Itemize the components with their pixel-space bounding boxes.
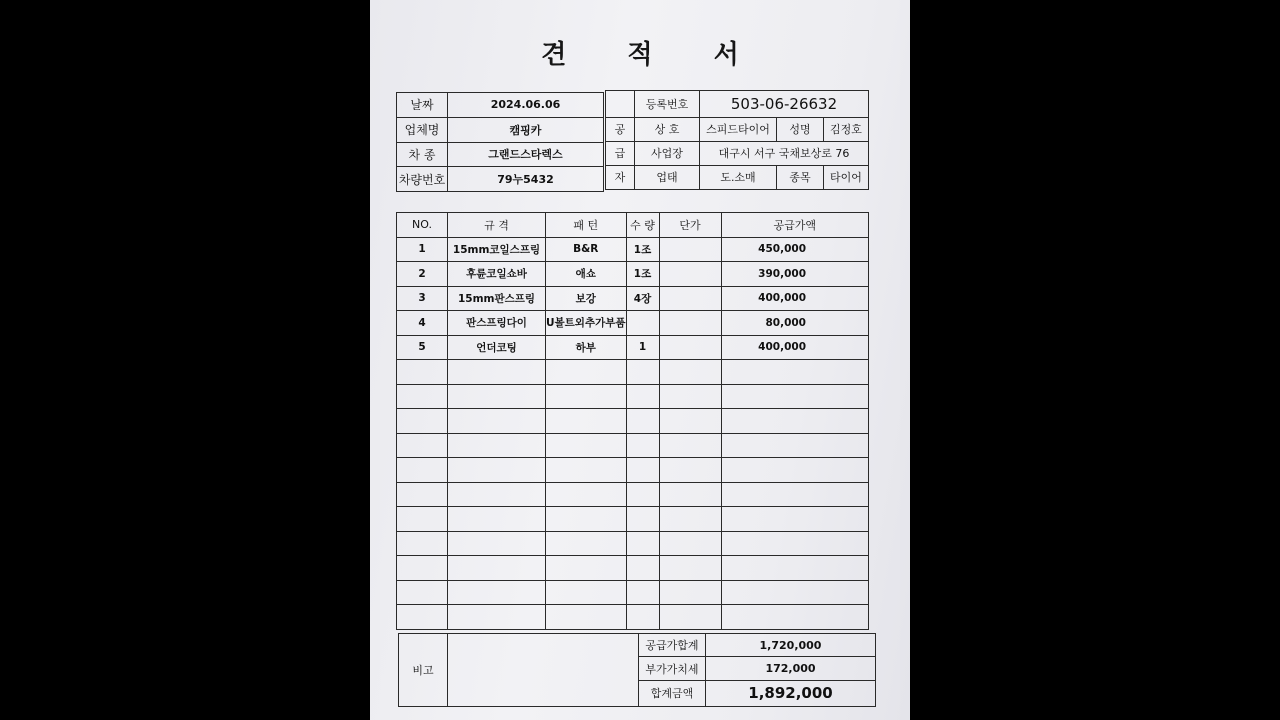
item-spec xyxy=(448,556,546,581)
item-pattern xyxy=(546,384,627,409)
date-label: 날짜 xyxy=(397,93,448,118)
supply-total-label: 공급가합계 xyxy=(639,634,706,657)
item-spec xyxy=(448,482,546,507)
customer-value: 캠핑카 xyxy=(448,117,604,142)
item-pattern xyxy=(546,531,627,556)
item-price xyxy=(659,482,721,507)
item-price xyxy=(659,433,721,458)
supply-total-value: 1,720,000 xyxy=(706,634,876,657)
grand-total-label: 합계금액 xyxy=(639,680,706,706)
item-price xyxy=(659,605,721,630)
item-amount xyxy=(721,507,868,532)
address-label: 사업장 xyxy=(635,141,700,165)
item-qty xyxy=(626,360,659,385)
item-amount xyxy=(721,531,868,556)
item-amount xyxy=(721,384,868,409)
item-spec xyxy=(448,605,546,630)
header-qty: 수 량 xyxy=(626,213,659,238)
item-pattern xyxy=(546,360,627,385)
address-value: 대구시 서구 국채보상로 76 xyxy=(700,141,869,165)
item-pattern: 하부 xyxy=(546,335,627,360)
vehicle-number-label: 차량번호 xyxy=(397,167,448,192)
item-price xyxy=(659,458,721,483)
header-amount: 공급가액 xyxy=(721,213,868,238)
item-price xyxy=(659,531,721,556)
customer-info-table xyxy=(396,92,604,192)
supply-total-row xyxy=(399,634,876,657)
supplier-side-char: 급 xyxy=(606,141,635,165)
item-amount xyxy=(721,556,868,581)
date-value: 2024.06.06 xyxy=(448,93,604,118)
item-qty: 1 xyxy=(626,335,659,360)
item-price xyxy=(659,335,721,360)
header-price: 단가 xyxy=(659,213,721,238)
item-amount xyxy=(721,605,868,630)
remarks-label: 비고 xyxy=(399,634,448,707)
item-no xyxy=(397,556,448,581)
date-row xyxy=(397,93,604,118)
item-no xyxy=(397,409,448,434)
item-spec xyxy=(448,360,546,385)
item-price xyxy=(659,556,721,581)
item-no: 2 xyxy=(397,262,448,287)
item-amount: 390,000 xyxy=(721,262,868,287)
item-spec: 후륜코일쇼바 xyxy=(448,262,546,287)
item-qty: 1조 xyxy=(626,262,659,287)
vehicle-model-label: 차 종 xyxy=(397,142,448,167)
supplier-table xyxy=(605,90,869,190)
item-price xyxy=(659,262,721,287)
item-qty xyxy=(626,605,659,630)
item-qty xyxy=(626,531,659,556)
item-amount: 450,000 xyxy=(721,237,868,262)
quotation-document xyxy=(370,0,910,720)
item-qty xyxy=(626,311,659,336)
document-title: 견 적 서 xyxy=(541,40,765,70)
item-pattern xyxy=(546,409,627,434)
item-no xyxy=(397,605,448,630)
item-pattern xyxy=(546,605,627,630)
table-row xyxy=(397,262,869,287)
item-spec xyxy=(448,507,546,532)
item-pattern xyxy=(546,433,627,458)
customer-label: 업체명 xyxy=(397,117,448,142)
vat-label: 부가가치세 xyxy=(639,657,706,680)
item-qty xyxy=(626,556,659,581)
vat-value: 172,000 xyxy=(706,657,876,680)
table-row xyxy=(397,384,869,409)
item-price xyxy=(659,311,721,336)
table-row xyxy=(397,458,869,483)
item-amount xyxy=(721,458,868,483)
remarks-value xyxy=(448,634,639,707)
header-spec: 규 격 xyxy=(448,213,546,238)
item-qty xyxy=(626,482,659,507)
table-row xyxy=(397,286,869,311)
item-qty: 1조 xyxy=(626,237,659,262)
table-row xyxy=(397,237,869,262)
item-qty xyxy=(626,433,659,458)
item-no xyxy=(397,531,448,556)
header-no: NO. xyxy=(397,213,448,238)
item-no xyxy=(397,580,448,605)
table-row xyxy=(397,311,869,336)
grand-total-value: 1,892,000 xyxy=(706,680,876,706)
item-spec: 언더코팅 xyxy=(448,335,546,360)
supplier-reg-row xyxy=(606,91,869,118)
item-no xyxy=(397,458,448,483)
item-spec xyxy=(448,433,546,458)
business-type-value: 도.소매 xyxy=(700,165,777,189)
owner-name-label: 성명 xyxy=(777,117,824,141)
item-amount xyxy=(721,482,868,507)
item-qty xyxy=(626,507,659,532)
item-pattern: U볼트외추가부품 xyxy=(546,311,627,336)
item-amount xyxy=(721,409,868,434)
item-price xyxy=(659,286,721,311)
item-spec xyxy=(448,458,546,483)
table-row xyxy=(397,580,869,605)
item-qty xyxy=(626,458,659,483)
item-spec xyxy=(448,409,546,434)
item-pattern xyxy=(546,580,627,605)
item-price xyxy=(659,360,721,385)
item-pattern: 보강 xyxy=(546,286,627,311)
item-amount: 400,000 xyxy=(721,335,868,360)
supplier-business-row xyxy=(606,165,869,189)
item-pattern xyxy=(546,507,627,532)
item-qty: 4장 xyxy=(626,286,659,311)
header-pattern: 패 턴 xyxy=(546,213,627,238)
reg-number-value: 503-06-26632 xyxy=(700,91,869,118)
vehicle-model-row xyxy=(397,142,604,167)
item-pattern xyxy=(546,458,627,483)
owner-name-value: 김정호 xyxy=(824,117,869,141)
table-row xyxy=(397,409,869,434)
category-label: 종목 xyxy=(777,165,824,189)
item-price xyxy=(659,580,721,605)
table-row xyxy=(397,360,869,385)
table-row xyxy=(397,433,869,458)
item-pattern: B&R xyxy=(546,237,627,262)
item-amount: 400,000 xyxy=(721,286,868,311)
table-row xyxy=(397,335,869,360)
item-no xyxy=(397,433,448,458)
totals-table xyxy=(398,633,876,707)
vehicle-model-value: 그랜드스타렉스 xyxy=(448,142,604,167)
item-no: 4 xyxy=(397,311,448,336)
item-no xyxy=(397,507,448,532)
item-qty xyxy=(626,384,659,409)
supplier-company-row xyxy=(606,117,869,141)
supplier-side-blank xyxy=(606,91,635,118)
item-pattern xyxy=(546,556,627,581)
item-pattern xyxy=(546,482,627,507)
item-spec xyxy=(448,580,546,605)
item-no xyxy=(397,384,448,409)
items-header-row xyxy=(397,213,869,238)
table-row xyxy=(397,531,869,556)
vehicle-number-row xyxy=(397,167,604,192)
item-qty xyxy=(626,580,659,605)
item-price xyxy=(659,384,721,409)
item-spec: 15mm코일스프링 xyxy=(448,237,546,262)
business-type-label: 업태 xyxy=(635,165,700,189)
item-spec xyxy=(448,531,546,556)
item-amount xyxy=(721,433,868,458)
table-row xyxy=(397,507,869,532)
item-no xyxy=(397,360,448,385)
item-price xyxy=(659,409,721,434)
item-price xyxy=(659,237,721,262)
item-amount xyxy=(721,360,868,385)
table-row xyxy=(397,605,869,630)
item-spec: 판스프링다이 xyxy=(448,311,546,336)
item-spec: 15mm판스프링 xyxy=(448,286,546,311)
reg-number-label: 등록번호 xyxy=(635,91,700,118)
item-no: 1 xyxy=(397,237,448,262)
item-no xyxy=(397,482,448,507)
item-price xyxy=(659,507,721,532)
supplier-address-row xyxy=(606,141,869,165)
vehicle-number-value: 79누5432 xyxy=(448,167,604,192)
supplier-side-char: 공 xyxy=(606,117,635,141)
table-row xyxy=(397,482,869,507)
item-pattern: 애쇼 xyxy=(546,262,627,287)
item-no: 5 xyxy=(397,335,448,360)
item-qty xyxy=(626,409,659,434)
supplier-side-char: 자 xyxy=(606,165,635,189)
item-spec xyxy=(448,384,546,409)
customer-row xyxy=(397,117,604,142)
item-no: 3 xyxy=(397,286,448,311)
item-amount: 80,000 xyxy=(721,311,868,336)
items-table xyxy=(396,212,869,630)
company-label: 상 호 xyxy=(635,117,700,141)
table-row xyxy=(397,556,869,581)
item-amount xyxy=(721,580,868,605)
company-value: 스피드타이어 xyxy=(700,117,777,141)
category-value: 타이어 xyxy=(824,165,869,189)
